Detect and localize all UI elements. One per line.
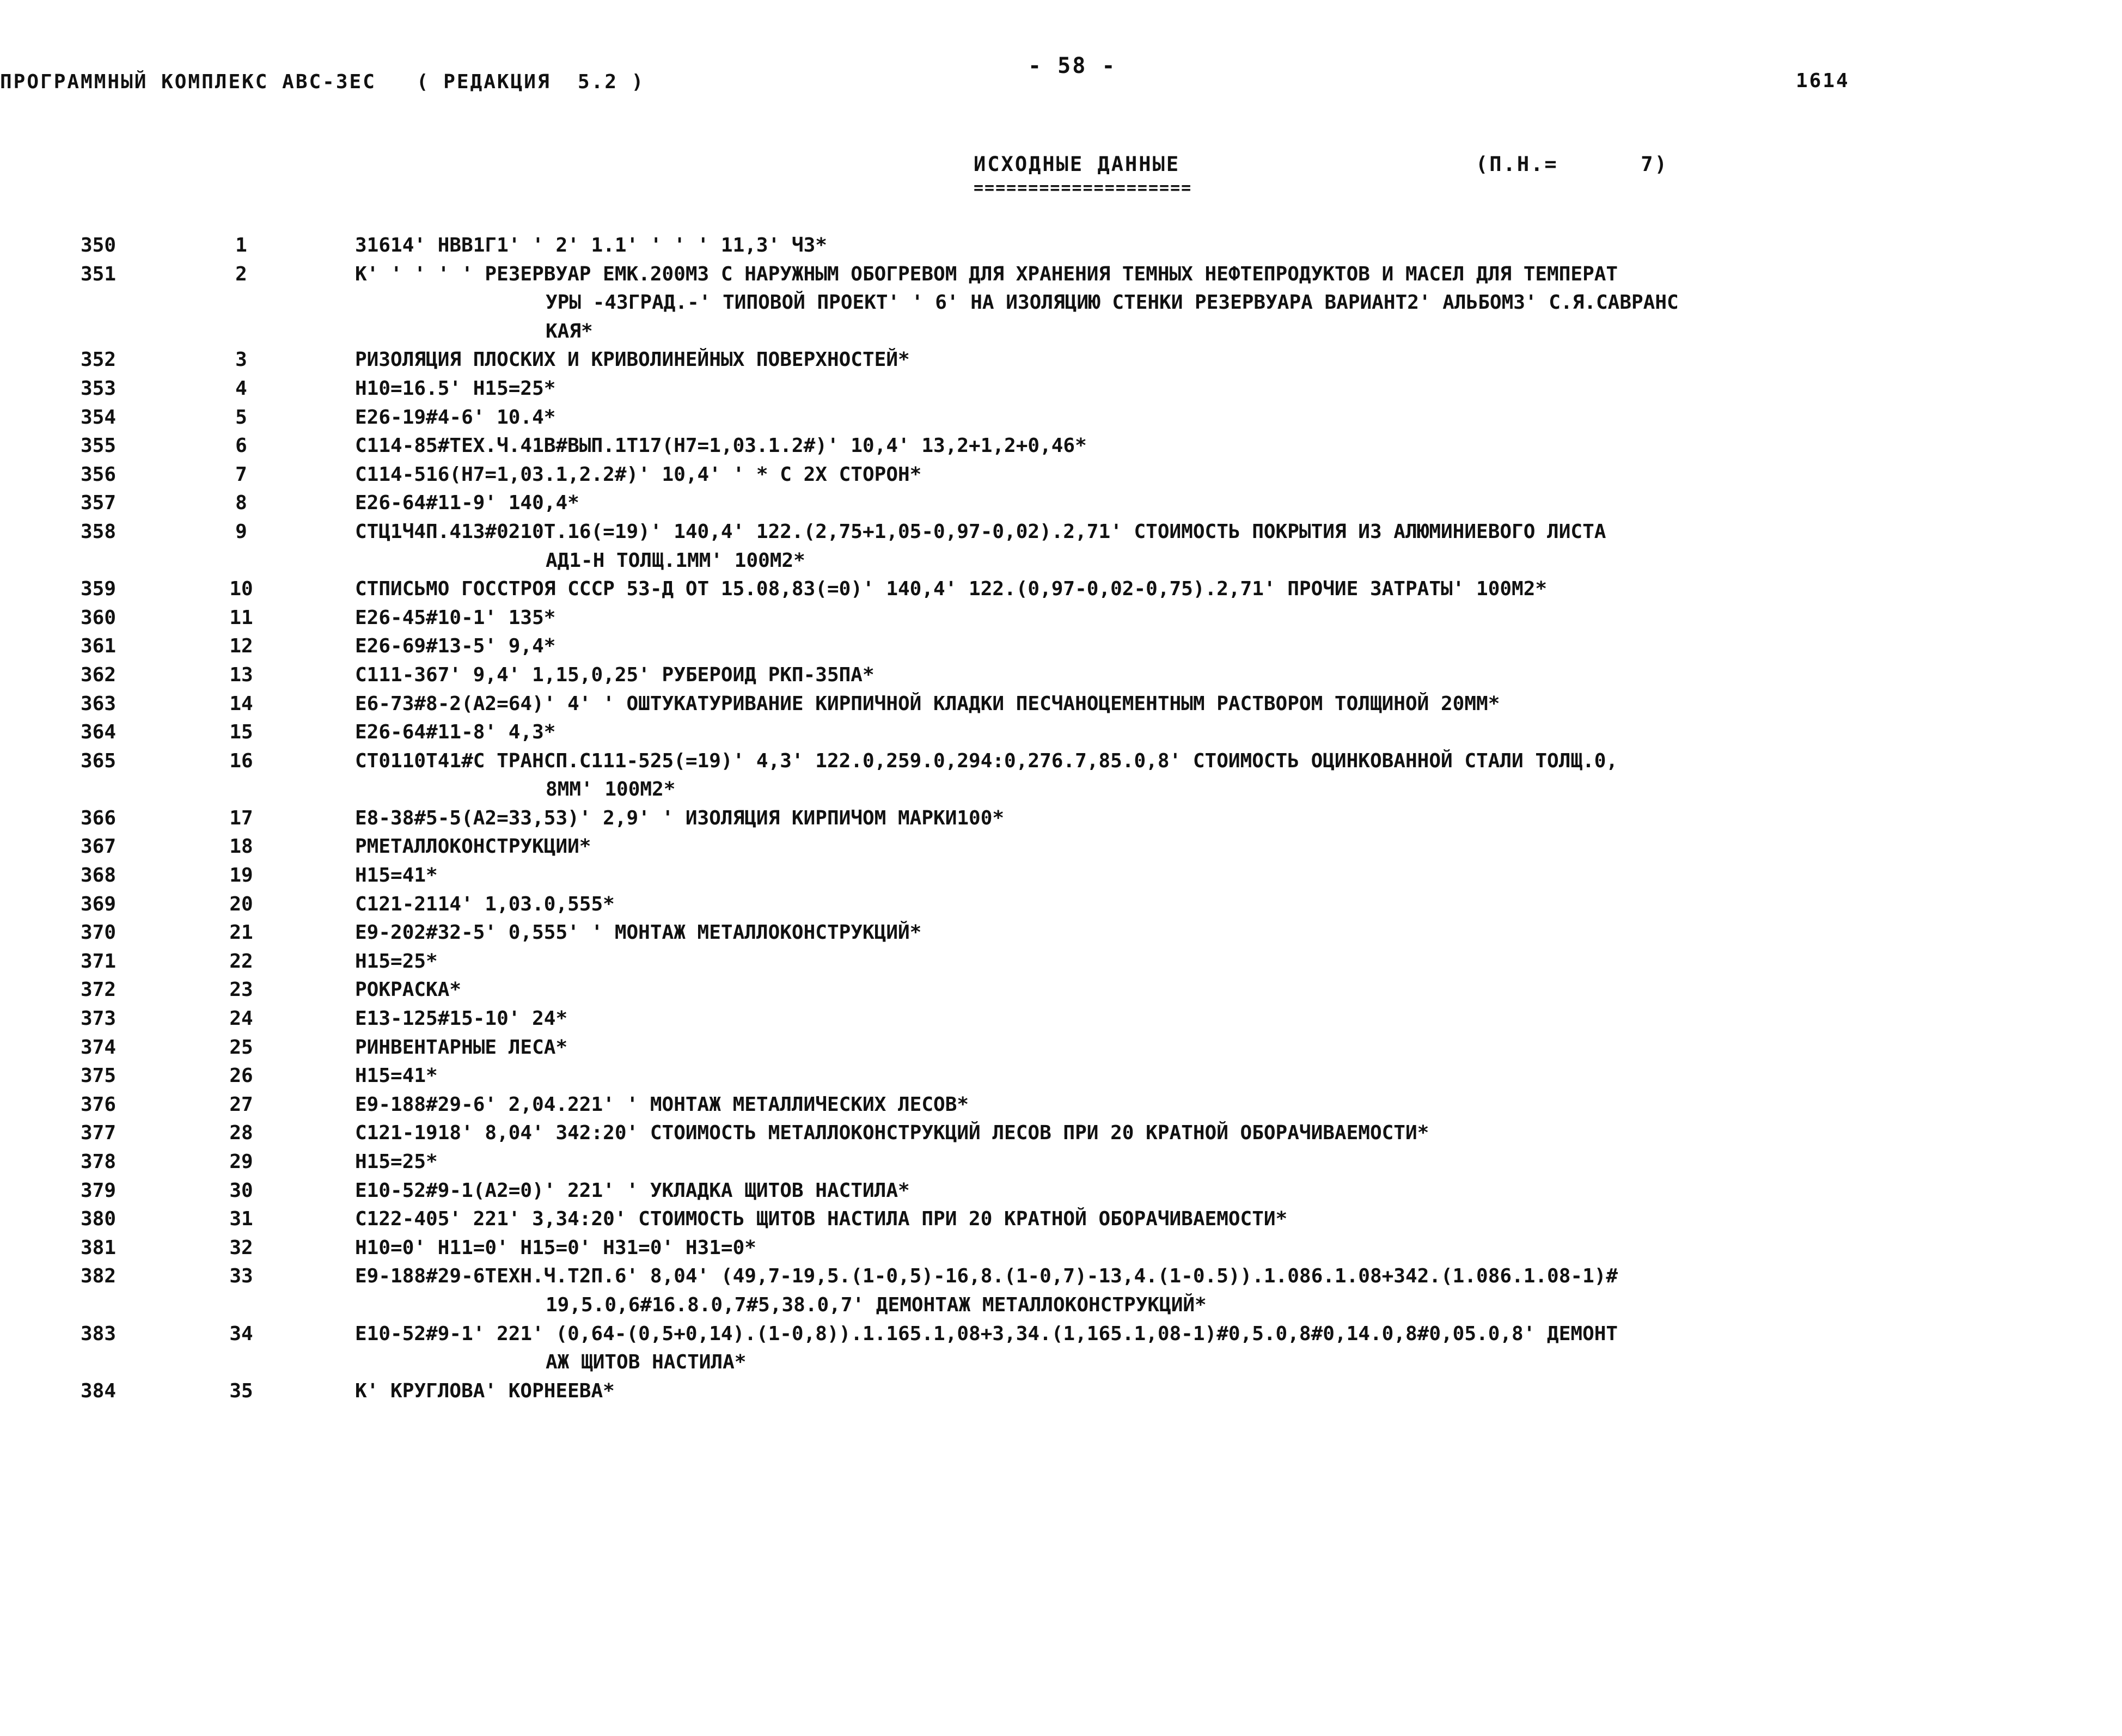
row-sequence: 12 [229, 635, 253, 658]
row-number: 372 [81, 979, 117, 1001]
row-number: 382 [81, 1265, 117, 1288]
listing-row-continuation [0, 547, 2122, 576]
row-sequence: 22 [229, 950, 253, 973]
listing-row-continuation [0, 775, 2122, 804]
row-number: 383 [81, 1322, 117, 1345]
row-text: Е9-188#29-6ТЕХН.Ч.Т2П.6' 8,04' (49,7-19,5.(1-0,5)-16,8.(1-0,7)-13,4.(1-0.5)).1.086.1.08+342.(1.086.1.08-1)# [355, 1265, 1618, 1288]
row-number: 373 [81, 1007, 117, 1030]
row-sequence: 23 [229, 979, 253, 1001]
row-number: 368 [81, 864, 117, 887]
row-text: Н15=25* [355, 1151, 438, 1173]
listing-row [0, 861, 2122, 890]
listing-row [0, 231, 2122, 260]
row-sequence: 20 [229, 893, 253, 915]
row-text: Н15=41* [355, 864, 438, 887]
row-sequence: 10 [229, 578, 253, 601]
row-text: Е26-45#10-1' 135* [355, 606, 556, 629]
row-text: С122-405' 221' 3,34:20' СТОИМОСТЬ ЩИТОВ НАСТИЛА ПРИ 20 КРАТНОЙ ОБОРАЧИВАЕМОСТИ* [355, 1208, 1288, 1231]
listing-row [0, 804, 2122, 833]
row-number: 378 [81, 1151, 117, 1173]
row-sequence: 31 [229, 1208, 253, 1231]
row-text: Е6-73#8-2(А2=64)' 4' ' ОШТУКАТУРИВАНИЕ КИРПИЧНОЙ КЛАДКИ ПЕСЧАНОЦЕМЕНТНЫМ РАСТВОРОМ ТОЛЩИНОЙ 20ММ* [355, 692, 1500, 715]
row-number: 381 [81, 1236, 117, 1259]
listing-row [0, 1262, 2122, 1291]
row-text: РИЗОЛЯЦИЯ ПЛОСКИХ И КРИВОЛИНЕЙНЫХ ПОВЕРХНОСТЕЙ* [355, 349, 910, 371]
row-text: К' ' ' ' ' РЕЗЕРВУАР ЕМК.200М3 С НАРУЖНЫМ ОБОГРЕВОМ ДЛЯ ХРАНЕНИЯ ТЕМНЫХ НЕФТЕПРОДУКТОВ И МАСЕЛ ДЛЯ ТЕМПЕРАТ [355, 262, 1618, 285]
row-number: 369 [81, 893, 117, 915]
listing-row [0, 976, 2122, 1005]
row-sequence: 11 [229, 606, 253, 629]
row-text: СТЦ1Ч4П.413#0210Т.16(=19)' 140,4' 122.(2,75+1,05-0,97-0,02).2,71' СТОИМОСТЬ ПОКРЫТИЯ ИЗ АЛЮМИНИЕВОГО ЛИСТА [355, 520, 1606, 543]
listing-row [0, 1234, 2122, 1263]
row-text: Е9-188#29-6' 2,04.221' ' МОНТАЖ МЕТАЛЛИЧЕСКИХ ЛЕСОВ* [355, 1093, 969, 1116]
row-text: Е13-125#15-10' 24* [355, 1007, 568, 1030]
row-number: 357 [81, 492, 117, 515]
row-text: АД1-Н ТОЛЩ.1ММ' 100М2* [546, 549, 805, 572]
row-text: Е26-19#4-6' 10.4* [355, 406, 556, 429]
listing-row [0, 375, 2122, 404]
listing-row [0, 461, 2122, 490]
row-sequence: 33 [229, 1265, 253, 1288]
listing-row [0, 1062, 2122, 1091]
row-text: КАЯ* [546, 320, 593, 343]
row-text: Н15=25* [355, 950, 438, 973]
row-number: 367 [81, 835, 117, 858]
listing-row [0, 518, 2122, 547]
row-number: 363 [81, 692, 117, 715]
row-text: С121-2114' 1,03.0,555* [355, 893, 615, 915]
row-sequence: 7 [235, 463, 247, 486]
row-text: РИНВЕНТАРНЫЕ ЛЕСА* [355, 1036, 568, 1059]
listing-row [0, 1005, 2122, 1034]
listing-row [0, 632, 2122, 661]
listing-row [0, 1091, 2122, 1120]
section-underline: ==================== [974, 179, 1193, 198]
listing-row [0, 1177, 2122, 1206]
row-sequence: 32 [229, 1236, 253, 1259]
row-number: 365 [81, 749, 117, 772]
row-number: 362 [81, 663, 117, 686]
row-text: АЖ ЩИТОВ НАСТИЛА* [546, 1351, 747, 1374]
row-sequence: 14 [229, 692, 253, 715]
row-number: 377 [81, 1122, 117, 1145]
row-number: 355 [81, 435, 117, 457]
row-number: 375 [81, 1065, 117, 1087]
row-number: 359 [81, 578, 117, 601]
row-sequence: 26 [229, 1065, 253, 1087]
listing-row-continuation [0, 317, 2122, 346]
row-sequence: 34 [229, 1322, 253, 1345]
row-number: 364 [81, 721, 117, 744]
listing-row [0, 404, 2122, 432]
listing-row [0, 1205, 2122, 1234]
row-text: СТПИСЬМО ГОССТРОЯ СССР 53-Д ОТ 15.08,83(=0)' 140,4' 122.(0,97-0,02-0,75).2,71' ПРОЧИЕ ЗАТРАТЫ' 100М2* [355, 578, 1548, 601]
listing-row [0, 718, 2122, 747]
row-text: Е26-64#11-9' 140,4* [355, 492, 579, 515]
listing-row [0, 346, 2122, 375]
row-number: 374 [81, 1036, 117, 1059]
listing-row [0, 575, 2122, 604]
row-text: 8ММ' 100М2* [546, 778, 676, 801]
row-text: РМЕТАЛЛОКОНСТРУКЦИИ* [355, 835, 591, 858]
data-listing [0, 231, 2122, 1405]
listing-row [0, 1034, 2122, 1062]
listing-row [0, 432, 2122, 461]
row-text: 19,5.0,6#16.8.0,7#5,38.0,7' ДЕМОНТАЖ МЕТАЛЛОКОНСТРУКЦИЙ* [546, 1293, 1207, 1316]
row-sequence: 1 [235, 234, 247, 256]
row-sequence: 29 [229, 1151, 253, 1173]
row-sequence: 4 [235, 377, 247, 400]
row-number: 360 [81, 606, 117, 629]
row-number: 352 [81, 349, 117, 371]
row-sequence: 17 [229, 806, 253, 829]
row-number: 380 [81, 1208, 117, 1231]
row-sequence: 24 [229, 1007, 253, 1030]
section-page-ref: (П.Н.= 7) [1476, 152, 1668, 176]
row-text: Е8-38#5-5(А2=33,53)' 2,9' ' ИЗОЛЯЦИЯ КИРПИЧОМ МАРКИ100* [355, 806, 1005, 829]
row-text: С121-1918' 8,04' 342:20' СТОИМОСТЬ МЕТАЛЛОКОНСТРУКЦИЙ ЛЕСОВ ПРИ 20 КРАТНОЙ ОБОРАЧИВАЕМОСТИ* [355, 1122, 1429, 1145]
row-sequence: 27 [229, 1093, 253, 1116]
row-text: С111-367' 9,4' 1,15,0,25' РУБЕРОИД РКП-35ПА* [355, 663, 875, 686]
listing-row-continuation [0, 1348, 2122, 1377]
row-text: Е26-69#13-5' 9,4* [355, 635, 556, 658]
row-number: 370 [81, 921, 117, 944]
row-sequence: 15 [229, 721, 253, 744]
row-sequence: 18 [229, 835, 253, 858]
row-number: 366 [81, 806, 117, 829]
row-sequence: 19 [229, 864, 253, 887]
section-title: ИСХОДНЫЕ ДАННЫЕ [974, 152, 1181, 176]
row-text: К' КРУГЛОВА' КОРНЕЕВА* [355, 1379, 615, 1402]
row-text: Н15=41* [355, 1065, 438, 1087]
document-number: 1614 [1796, 70, 1850, 92]
listing-row [0, 1377, 2122, 1406]
row-text: РОКРАСКА* [355, 979, 462, 1001]
row-text: Е26-64#11-8' 4,3* [355, 721, 556, 744]
row-number: 351 [81, 262, 117, 285]
row-number: 354 [81, 406, 117, 429]
row-sequence: 28 [229, 1122, 253, 1145]
listing-row [0, 1148, 2122, 1177]
listing-row [0, 489, 2122, 518]
row-sequence: 6 [235, 435, 247, 457]
row-sequence: 2 [235, 262, 247, 285]
listing-row [0, 604, 2122, 633]
row-sequence: 16 [229, 749, 253, 772]
row-number: 358 [81, 520, 117, 543]
row-text: Е9-202#32-5' 0,555' ' МОНТАЖ МЕТАЛЛОКОНСТРУКЦИЙ* [355, 921, 922, 944]
row-text: Н10=0' Н11=0' Н15=0' Н31=0' Н31=0* [355, 1236, 756, 1259]
row-text: 31614' НВВ1Г1' ' 2' 1.1' ' ' ' 11,3' Ч3* [355, 234, 827, 256]
row-sequence: 5 [235, 406, 247, 429]
row-number: 376 [81, 1093, 117, 1116]
row-text: С114-85#ТЕХ.Ч.41В#ВЫП.1Т17(Н7=1,03.1.2#)' 10,4' 13,2+1,2+0,46* [355, 435, 1087, 457]
listing-row [0, 833, 2122, 861]
row-number: 361 [81, 635, 117, 658]
listing-row [0, 747, 2122, 776]
row-sequence: 13 [229, 663, 253, 686]
row-number: 384 [81, 1379, 117, 1402]
row-sequence: 8 [235, 492, 247, 515]
listing-row [0, 661, 2122, 690]
row-text: СТ0110Т41#С ТРАНСП.С111-525(=19)' 4,3' 122.0,259.0,294:0,276.7,85.0,8' СТОИМОСТЬ ОЦИНКОВАННОЙ СТАЛИ ТОЛЩ.0, [355, 749, 1618, 772]
program-title: ПРОГРАММНЫЙ КОМПЛЕКС АВС-3ЕС ( РЕДАКЦИЯ 5.2 ) [0, 71, 645, 93]
row-text: Н10=16.5' Н15=25* [355, 377, 556, 400]
row-text: С114-516(Н7=1,03.1,2.2#)' 10,4' ' * С 2Х СТОРОН* [355, 463, 922, 486]
listing-row [0, 919, 2122, 948]
row-number: 353 [81, 377, 117, 400]
row-sequence: 25 [229, 1036, 253, 1059]
row-text: Е10-52#9-1' 221' (0,64-(0,5+0,14).(1-0,8)).1.165.1,08+3,34.(1,165.1,08-1)#0,5.0,8#0,14.0,8#0,05.0,8' ДЕМОНТ [355, 1322, 1618, 1345]
row-sequence: 21 [229, 921, 253, 944]
listing-row [0, 690, 2122, 719]
row-sequence: 30 [229, 1179, 253, 1202]
row-number: 350 [81, 234, 117, 256]
listing-row [0, 1119, 2122, 1148]
row-sequence: 35 [229, 1379, 253, 1402]
listing-row [0, 948, 2122, 976]
page-number: - 58 - [1028, 53, 1117, 78]
listing-row-continuation [0, 289, 2122, 317]
row-number: 356 [81, 463, 117, 486]
row-text: Е10-52#9-1(А2=0)' 221' ' УКЛАДКА ЩИТОВ НАСТИЛА* [355, 1179, 910, 1202]
row-number: 371 [81, 950, 117, 973]
row-sequence: 9 [235, 520, 247, 543]
row-sequence: 3 [235, 349, 247, 371]
row-text: УРЫ -43ГРАД.-' ТИПОВОЙ ПРОЕКТ' ' 6' НА ИЗОЛЯЦИЮ СТЕНКИ РЕЗЕРВУАРА ВАРИАНТ2' АЛЬБОМ3' С.Я.САВРАНС [546, 291, 1679, 314]
listing-row [0, 890, 2122, 919]
listing-row-continuation [0, 1291, 2122, 1320]
row-number: 379 [81, 1179, 117, 1202]
listing-row [0, 260, 2122, 289]
listing-row [0, 1320, 2122, 1349]
